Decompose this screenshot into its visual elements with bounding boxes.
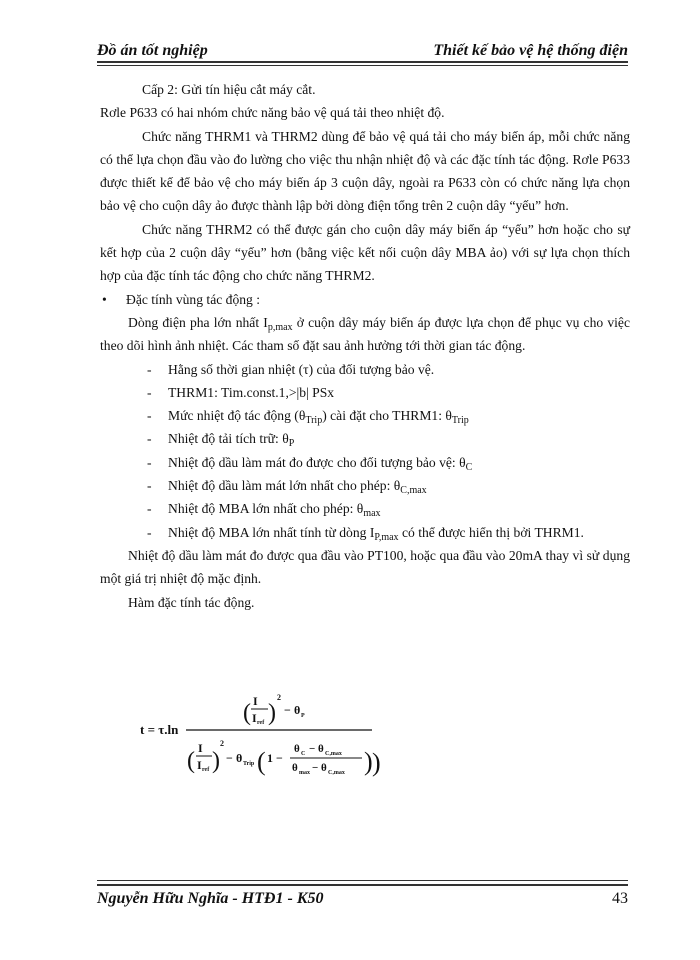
paragraph-thrm-functions: Chức năng THRM1 và THRM2 dùng để bảo vệ quá tải cho máy biến áp, mỗi chức năng có thể lựa chọn đầu vào đo lường cho việc thu nhận nhiệt độ và các đặc tính tác động. Rơle P633 được thiết kế để bảo vệ cho máy biến áp 3 cuộn dây, ngoài ra P633 còn có chức năng lựa chọn bảo vệ cho cuộn dây ảo được thành lập bởi dòng điện tổng trên 2 cuộn dây “yếu” hơn.	[100, 128, 630, 214]
inner-num-thetaCmax: θ	[318, 743, 324, 755]
page-header	[97, 40, 628, 62]
dash-mark: -	[147, 478, 152, 494]
paragraph-thrm2: Chức năng THRM2 có thể được gán cho cuộn dây máy biến áp “yếu” hơn hoặc cho sự kết hợp của 2 cuộn dây “yếu” hơn (bằng việc kết nối cuộn dây MBA ảo) với sự lựa chọn thích hợp của đặc tính tác động cho chức năng THRM2.	[100, 221, 630, 284]
den-Trip-sub: Trip	[243, 761, 255, 767]
header-left-title: Đồ án tốt nghiệp	[97, 42, 208, 59]
den-thetaTrip: θ	[236, 751, 243, 765]
paren-close: )	[268, 700, 276, 726]
dash-mark: -	[147, 431, 152, 447]
dash-mark: -	[147, 361, 152, 377]
dash-text: Mức nhiệt độ tác động (θ	[168, 408, 306, 424]
paragraph-oil-temperature: Nhiệt độ dầu làm mát đo được qua đầu vào PT100, hoặc qua đầu vào 20mA thay vì sử dụng một giá trị nhiệt độ mặc định.	[100, 547, 630, 587]
subscript: C	[465, 461, 473, 473]
paragraph-level2: Cấp 2: Gửi tín hiệu cắt máy cắt.	[142, 82, 316, 97]
header-rule	[97, 61, 628, 63]
dash-text: Nhiệt độ tải tích trữ: θ	[168, 431, 289, 447]
num-thetaP: θ	[294, 703, 301, 717]
inner-den-thetaCmax: θ	[321, 762, 327, 774]
one-minus: 1 −	[267, 751, 283, 765]
footer-rule-thin	[97, 880, 628, 881]
den-minus: −	[226, 751, 233, 765]
den-Iref: I	[197, 758, 202, 772]
inner-den-max-sub: max	[299, 770, 310, 776]
den-ref-sub: ref	[202, 767, 210, 773]
header-right-title: Thiết kế bảo vệ hệ thống điện	[433, 42, 628, 59]
dash-item-7	[100, 497, 630, 520]
dash-mark: -	[147, 408, 152, 424]
dash-item-6	[100, 474, 630, 497]
subscript: P,max	[374, 531, 399, 543]
page-footer	[97, 888, 628, 910]
inner-den-minus: −	[312, 762, 319, 774]
num-Iref: I	[252, 711, 257, 725]
dash-text: Nhiệt độ dầu làm mát lớn nhất cho phép: θ	[168, 478, 401, 494]
inner-num-minus: −	[309, 743, 316, 755]
dash-text: ) cài đặt cho THRM1: θ	[322, 408, 452, 424]
num-ref-sub: ref	[257, 720, 265, 726]
paragraph-phase-current	[100, 311, 630, 358]
outer-paren-close: )	[372, 748, 381, 777]
bullet-item	[100, 288, 630, 311]
trip-time-formula	[140, 688, 400, 778]
dash-item-5	[100, 451, 630, 474]
dash-mark: -	[147, 384, 152, 400]
subscript: p,max	[267, 321, 293, 333]
num-square: 2	[277, 693, 281, 702]
subscript: C,max	[400, 485, 427, 497]
subscript: Trip	[305, 415, 323, 427]
inner-num-C-sub: C	[301, 751, 306, 757]
text-run: ở cuộn dây máy biến áp được lựa chọn để phục vụ cho việc theo dõi hình ảnh nhiệt. Các tham số đặt sau ảnh hưởng tới thời gian tác động.	[100, 314, 631, 354]
dash-mark: -	[147, 454, 152, 470]
dash-text: Nhiệt độ dầu làm mát đo được cho đối tượng bảo vệ: θ	[168, 454, 466, 470]
dash-item-1	[100, 358, 630, 381]
paren-open: (	[243, 700, 251, 726]
den-I: I	[198, 741, 203, 755]
bullet-text: Đặc tính vùng tác động :	[126, 291, 261, 307]
dash-text: Nhiệt độ MBA lớn nhất tính từ dòng I	[168, 524, 375, 540]
paragraph-characteristic: Hàm đặc tính tác động.	[128, 594, 255, 610]
inner-num-thetaC: θ	[294, 743, 300, 755]
header-rule-thin	[97, 65, 628, 66]
subscript: Trip	[451, 415, 469, 427]
dash-text: Hằng số thời gian nhiệt (τ) của đối tượng bảo vệ.	[168, 361, 435, 377]
num-I: I	[253, 694, 258, 708]
page-number: 43	[612, 890, 628, 907]
den-square: 2	[220, 739, 224, 748]
dash-item-4	[100, 427, 630, 450]
bullet-mark: •	[102, 291, 107, 307]
dash-text: có thể được hiển thị bởi THRM1.	[398, 524, 584, 540]
dash-text: Nhiệt độ MBA lớn nhất cho phép: θ	[168, 501, 364, 517]
inner-num-Cmax-sub: C,max	[325, 751, 342, 757]
num-P-sub: P	[301, 713, 305, 719]
num-minus: −	[284, 703, 291, 717]
bracket-open: (	[257, 747, 266, 776]
paragraph-relay-groups: Rơle P633 có hai nhóm chức năng bảo vệ quá tải theo nhiệt độ.	[100, 105, 445, 121]
dash-mark: -	[147, 501, 152, 517]
subscript: max	[363, 508, 381, 520]
dash-text: THRM1: Tim.const.1,>|b| PSx	[168, 384, 335, 400]
dash-mark: -	[147, 524, 152, 540]
den-paren-close: )	[212, 748, 220, 774]
den-paren-open: (	[187, 748, 195, 774]
text-run: Dòng điện pha lớn nhất I	[128, 314, 268, 330]
bracket-close: )	[364, 747, 373, 776]
inner-den-Cmax-sub: C,max	[328, 770, 345, 776]
footer-author: Nguyễn Hữu Nghĩa - HTĐ1 - K50	[97, 890, 324, 907]
dash-item-2	[100, 381, 630, 404]
formula-lhs: t = τ.ln	[140, 722, 179, 737]
footer-rule	[97, 884, 628, 886]
inner-den-thetamax: θ	[292, 762, 298, 774]
dash-item-8	[100, 521, 630, 544]
dash-item-3	[100, 404, 630, 427]
subscript: P	[288, 438, 295, 450]
page-body	[100, 78, 630, 614]
